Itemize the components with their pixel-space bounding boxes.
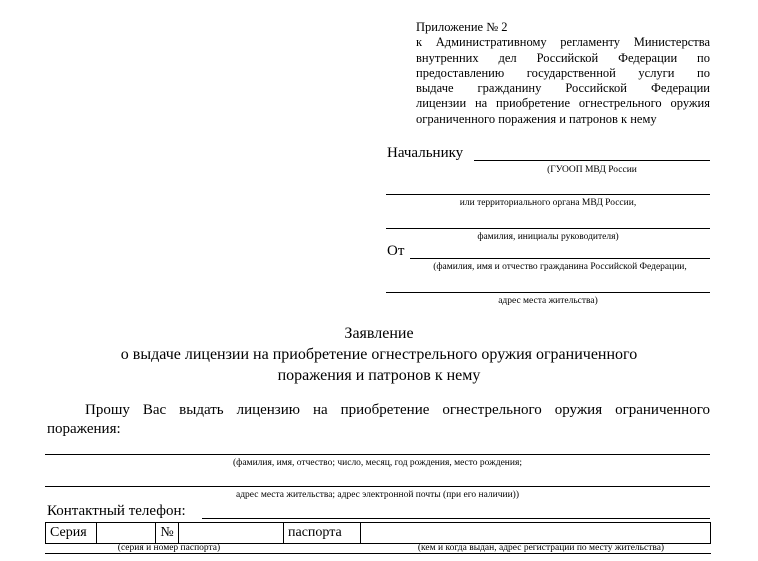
- territorial-caption: или территориального органа МВД России,: [459, 198, 637, 208]
- series-label-cell: Серия: [46, 523, 97, 544]
- address-caption: адрес места жительства): [498, 296, 598, 306]
- document-subtitle-line-2: поражения и патронов к нему: [277, 367, 481, 384]
- series-caption: (серия и номер паспорта): [117, 543, 221, 553]
- territorial-field-line[interactable]: [386, 194, 710, 195]
- passport-label-cell: паспорта: [284, 523, 361, 544]
- from-caption: (фамилия, имя и отчество гражданина Российской Федерации,: [433, 262, 687, 272]
- to-caption: (ГУООП МВД России: [547, 165, 637, 175]
- person-caption: (фамилия, имя, отчество; число, месяц, год рождения, место рождения;: [233, 458, 522, 468]
- to-label: Начальнику: [387, 145, 464, 161]
- document-subtitle-line-1: о выдаче лицензии на приобретение огнестрельного оружия ограниченного: [120, 346, 638, 363]
- number-input-cell[interactable]: [179, 523, 284, 544]
- document-title: Заявление: [344, 325, 414, 342]
- request-paragraph: Прошу Вас выдать лицензию на приобретение огнестрельного оружия ограниченного поражения:: [47, 402, 710, 437]
- passport-table: [45, 522, 711, 544]
- phone-field-line[interactable]: [202, 518, 710, 519]
- appendix-line-6: лицензии на приобретение огнестрельного оружия: [416, 96, 710, 111]
- issued-input-cell[interactable]: [361, 523, 711, 544]
- from-label: От: [387, 243, 405, 259]
- series-input-cell[interactable]: [97, 523, 156, 544]
- to-field-line[interactable]: [474, 160, 710, 161]
- appendix-block: [416, 20, 710, 127]
- contact-field-line[interactable]: [45, 486, 710, 487]
- appendix-line-2: к Административному регламенту Министерства: [416, 35, 710, 50]
- address-field-line[interactable]: [386, 292, 710, 293]
- contact-caption: адрес места жительства; адрес электронной почты (при его наличии)): [236, 490, 519, 500]
- head-field-line[interactable]: [386, 228, 710, 229]
- from-field-line[interactable]: [410, 258, 710, 259]
- number-label-cell: №: [156, 523, 179, 544]
- phone-label: Контактный телефон:: [47, 503, 186, 519]
- appendix-line-3: внутренних дел Российской Федерации по: [416, 50, 710, 65]
- issued-caption: (кем и когда выдан, адрес регистрации по месту жительства): [417, 543, 665, 553]
- appendix-line-5: выдаче гражданину Российской Федерации: [416, 81, 710, 96]
- person-field-line[interactable]: [45, 454, 710, 455]
- passport-bottom-line: [45, 553, 711, 554]
- head-caption: фамилия, инициалы руководителя): [477, 232, 619, 242]
- appendix-line-1: Приложение № 2: [416, 20, 508, 34]
- appendix-line-7: ограниченного поражения и патронов к нему: [416, 111, 657, 126]
- appendix-line-4: предоставлению государственной услуги по: [416, 65, 710, 80]
